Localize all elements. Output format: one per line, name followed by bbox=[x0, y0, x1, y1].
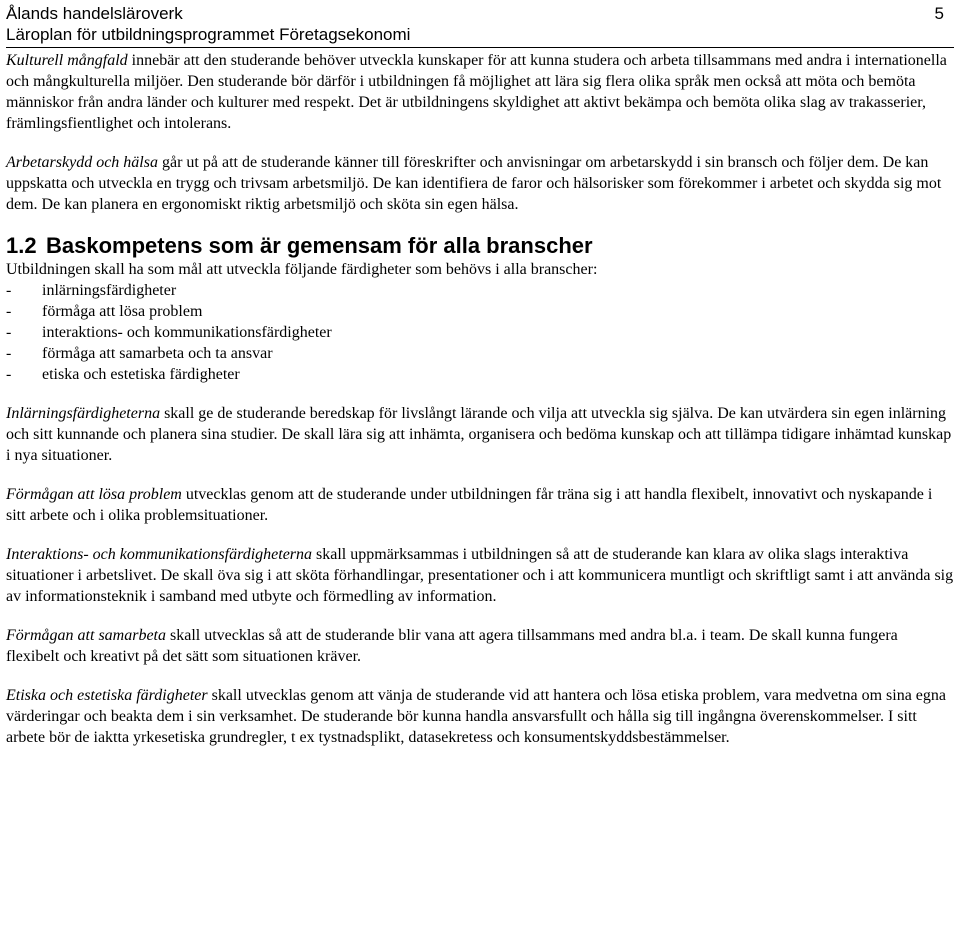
page-header bbox=[6, 0, 954, 48]
paragraph-occupational-safety bbox=[6, 152, 954, 215]
term-ethics: Etiska och estetiska färdigheter bbox=[6, 687, 208, 704]
school-name: Ålands handelsläroverk bbox=[6, 4, 183, 23]
document-body bbox=[6, 50, 954, 748]
text-communication: skall uppmärksammas i utbildningen så att de studerande kan klara av olika slags interaktiva situationer i arbetslivet. De skall öva sig i att sköta förhandlingar, presentationer och i att kommunicera muntligt och skriftligt samt i att använda sig av informationsteknik i samband med utbyte och förmedling av information. bbox=[6, 546, 954, 605]
paragraph-problem-solving bbox=[6, 484, 954, 526]
text-problem-solving: utvecklas genom att de studerande under utbildningen får träna sig i att handla flexibelt, innovativt och nyskapande i sitt arbete och i olika problemsituationer. bbox=[6, 486, 933, 524]
term-problem-solving: Förmågan att lösa problem bbox=[6, 486, 182, 503]
term-learning-skills: Inlärningsfärdigheterna bbox=[6, 405, 161, 422]
text-learning-skills: skall ge de studerande beredskap för livslångt lärande och vilja att utveckla sig själva. De kan utvärdera sin egen inlärning och sitt kunnande och planera sina studier. De skall lära sig att inhämta, organisera och bedöma kunskap och att tillämpa tidigare inhämtad kunskap i nya situationer. bbox=[6, 405, 952, 464]
list-item: - etiska och estetiska färdigheter bbox=[6, 366, 240, 383]
list-item: - inlärningsfärdigheter bbox=[6, 282, 177, 299]
paragraph-learning-skills bbox=[6, 403, 954, 466]
document-page bbox=[6, 0, 954, 748]
term-occupational-safety: Arbetarskydd och hälsa bbox=[6, 154, 158, 171]
list-item: - interaktions- och kommunikationsfärdigheter bbox=[6, 324, 332, 341]
paragraph-communication bbox=[6, 544, 954, 607]
section-number: 1.2 bbox=[6, 233, 37, 258]
text-cultural-diversity: innebär att den studerande behöver utveckla kunskaper för att kunna studera och arbeta tillsammans med andra i internationella och mångkulturella miljöer. Den studerande bör därför i utbildningen få möjlighet att lära sig flera olika språk men också att möta och bemöta människor från andra länder och kulturer med respekt. Det är utbildningens skyldighet att aktivt bekämpa och bemöta olika slag av trakasserier, främlingsfientlighet och intolerans. bbox=[6, 52, 947, 132]
term-communication: Interaktions- och kommunikationsfärdigheterna bbox=[6, 546, 313, 563]
page-number: 5 bbox=[934, 4, 944, 23]
paragraph-ethics bbox=[6, 685, 954, 748]
text-occupational-safety: går ut på att de studerande känner till föreskrifter och anvisningar om arbetarskydd i sin bransch och följer dem. De kan uppskatta och utveckla en trygg och trivsam arbetsmiljö. De kan identifiera de faror och hälsorisker som förekommer i arbetet och skydda sig mot dem. De kan planera en ergonomiskt riktig arbetsmiljö och sköta sin egen hälsa. bbox=[6, 154, 942, 213]
text-ethics: skall utvecklas genom att vänja de studerande vid att hantera och lösa etiska problem, vara medvetna om sina egna värderingar och beakta dem i sin verksamhet. De studerande bör kunna handla ansvarsfullt och hålla sig till ingångna överenskommelser. I sitt arbete bör de iaktta yrkesetiska grundregler, t ex tystnadsplikt, datasekretess och konsumentskyddsbestämmelser. bbox=[6, 687, 947, 746]
text-cooperation: skall utvecklas så att de studerande blir vana att agera tillsammans med andra bl.a. i team. De skall kunna fungera flexibelt och kreativt på det sätt som situationen kräver. bbox=[6, 627, 898, 665]
term-cultural-diversity: Kulturell mångfald bbox=[6, 52, 128, 69]
section-title: Baskompetens som är gemensam för alla branscher bbox=[46, 233, 593, 258]
term-cooperation: Förmågan att samarbeta bbox=[6, 627, 166, 644]
section-heading bbox=[6, 233, 954, 259]
curriculum-title: Läroplan för utbildningsprogrammet Företagsekonomi bbox=[6, 25, 411, 44]
paragraph-cultural-diversity bbox=[6, 50, 954, 134]
skills-list bbox=[6, 280, 954, 385]
paragraph-cooperation bbox=[6, 625, 954, 667]
section-intro: Utbildningen skall ha som mål att utveckla följande färdigheter som behövs i alla branscher: bbox=[6, 261, 598, 278]
list-item: - förmåga att lösa problem bbox=[6, 303, 203, 320]
list-item: - förmåga att samarbeta och ta ansvar bbox=[6, 345, 273, 362]
